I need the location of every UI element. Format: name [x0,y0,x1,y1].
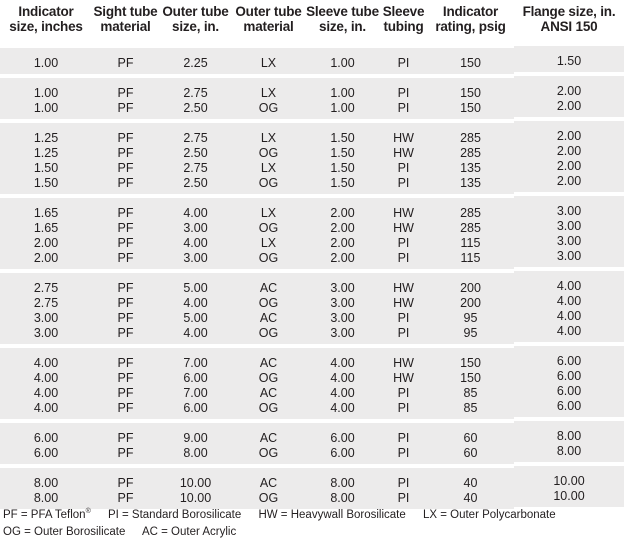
cell-flange-size: 2.00 [514,159,624,174]
cell-sight-tube-material: PF [92,423,159,446]
cell-outer-tube-size: 5.00 [159,311,232,326]
cell-flange-size: 6.00 [514,399,624,417]
cell-outer-tube-material: LX [232,198,305,221]
cell-sleeve-tube-size: 2.00 [305,236,380,251]
cell-sleeve-tube-size: 8.00 [305,491,380,509]
header-line: size, in. [319,19,366,34]
cell-flange-size: 2.00 [514,99,624,117]
cell-indicator-size: 2.00 [0,251,92,269]
header-line: Sleeve [382,4,425,19]
cell-indicator-size: 3.00 [0,311,92,326]
cell-outer-tube-size: 2.25 [159,48,232,74]
cell-outer-tube-material: OG [232,251,305,269]
cell-outer-tube-material: LX [232,236,305,251]
row-group [0,423,624,464]
cell-sight-tube-material: PF [92,236,159,251]
cell-indicator-size: 1.00 [0,48,92,74]
header-line: Flange size, in. [522,4,616,19]
cell-indicator-size: 6.00 [0,423,92,446]
table-row [0,251,624,269]
header-sleeve-tubing [380,0,427,48]
cell-sight-tube-material: PF [92,311,159,326]
cell-sleeve-tubing: PI [380,401,427,419]
cell-sleeve-tube-size: 1.00 [305,78,380,101]
cell-outer-tube-size: 4.00 [159,236,232,251]
cell-indicator-size: 1.25 [0,146,92,161]
legend [3,503,570,541]
legend-lx: LX = Outer Polycarbonate [422,508,556,521]
cell-outer-tube-size: 2.50 [159,101,232,119]
cell-sleeve-tube-size: 6.00 [305,423,380,446]
cell-sleeve-tube-size: 3.00 [305,326,380,344]
cell-flange-size: 6.00 [514,369,624,384]
header-row [0,0,624,48]
cell-indicator-rating: 200 [427,296,514,311]
cell-outer-tube-size: 2.75 [159,161,232,176]
cell-flange-size: 8.00 [514,444,624,462]
header-sleeve-tube-size [305,0,380,48]
row-group [0,48,624,74]
cell-sleeve-tubing: PI [380,311,427,326]
cell-sight-tube-material: PF [92,326,159,344]
row-group [0,198,624,269]
cell-outer-tube-size: 7.00 [159,348,232,371]
table-row [0,348,624,371]
cell-outer-tube-size: 2.50 [159,176,232,194]
cell-sleeve-tubing: PI [380,251,427,269]
cell-indicator-rating: 285 [427,221,514,236]
cell-outer-tube-size: 2.50 [159,146,232,161]
cell-indicator-rating: 40 [427,491,514,509]
cell-sleeve-tube-size: 2.00 [305,251,380,269]
cell-sleeve-tubing: HW [380,273,427,296]
row-group [0,348,624,419]
cell-sight-tube-material: PF [92,386,159,401]
cell-sleeve-tubing: PI [380,78,427,101]
cell-flange-size: 2.00 [514,76,624,99]
cell-sight-tube-material: PF [92,146,159,161]
cell-outer-tube-material: AC [232,386,305,401]
header-line: Sleeve tube [306,4,379,19]
cell-indicator-rating: 150 [427,371,514,386]
cell-sleeve-tubing: HW [380,198,427,221]
cell-outer-tube-material: AC [232,468,305,491]
table-header [0,0,624,48]
cell-outer-tube-size: 10.00 [159,491,232,509]
cell-sleeve-tubing: PI [380,101,427,119]
header-line: size, inches [9,19,83,34]
header-line: size, in. [172,19,219,34]
table-row [0,48,624,74]
cell-sleeve-tubing: PI [380,491,427,509]
header-line: material [243,19,294,34]
table-row [0,176,624,194]
cell-sight-tube-material: PF [92,161,159,176]
cell-indicator-size: 8.00 [0,491,92,509]
cell-sleeve-tube-size: 6.00 [305,446,380,464]
cell-flange-size: 2.00 [514,144,624,159]
cell-indicator-size: 3.00 [0,326,92,344]
cell-outer-tube-size: 2.75 [159,78,232,101]
cell-sight-tube-material: PF [92,296,159,311]
header-indicator-size [0,0,92,48]
cell-outer-tube-material: OG [232,296,305,311]
cell-indicator-rating: 285 [427,146,514,161]
header-line: material [100,19,151,34]
cell-indicator-size: 6.00 [0,446,92,464]
table-row [0,401,624,419]
cell-indicator-rating: 95 [427,326,514,344]
cell-outer-tube-size: 5.00 [159,273,232,296]
table-row [0,468,624,491]
cell-flange-size: 3.00 [514,234,624,249]
cell-outer-tube-material: LX [232,48,305,74]
header-sight-tube-material [92,0,159,48]
cell-sight-tube-material: PF [92,251,159,269]
cell-sleeve-tube-size: 1.00 [305,101,380,119]
header-line: ANSI 150 [540,19,598,34]
cell-sleeve-tubing: HW [380,296,427,311]
cell-sight-tube-material: PF [92,221,159,236]
header-line: Sight tube [93,4,158,19]
cell-indicator-rating: 150 [427,101,514,119]
cell-outer-tube-material: OG [232,446,305,464]
cell-indicator-size: 1.65 [0,198,92,221]
cell-flange-size: 3.00 [514,249,624,267]
cell-indicator-size: 2.75 [0,296,92,311]
cell-flange-size: 10.00 [514,466,624,489]
row-group [0,78,624,119]
cell-sleeve-tubing: PI [380,326,427,344]
legend-pf: PF = PFA Teflon® [3,508,91,521]
cell-sight-tube-material: PF [92,198,159,221]
cell-sight-tube-material: PF [92,468,159,491]
cell-outer-tube-size: 3.00 [159,221,232,236]
cell-indicator-size: 8.00 [0,468,92,491]
cell-indicator-rating: 85 [427,401,514,419]
cell-indicator-size: 1.25 [0,123,92,146]
cell-sleeve-tube-size: 3.00 [305,311,380,326]
cell-sleeve-tube-size: 8.00 [305,468,380,491]
cell-outer-tube-size: 6.00 [159,401,232,419]
legend-line-1 [3,503,570,524]
cell-indicator-rating: 200 [427,273,514,296]
cell-outer-tube-size: 4.00 [159,326,232,344]
cell-indicator-size: 2.00 [0,236,92,251]
cell-indicator-size: 4.00 [0,371,92,386]
cell-sleeve-tubing: HW [380,146,427,161]
legend-line-2 [3,524,570,541]
cell-outer-tube-size: 4.00 [159,296,232,311]
cell-indicator-rating: 150 [427,348,514,371]
cell-flange-size: 4.00 [514,294,624,309]
cell-flange-size: 2.00 [514,121,624,144]
cell-indicator-rating: 115 [427,251,514,269]
cell-sleeve-tubing: PI [380,386,427,401]
cell-indicator-rating: 285 [427,198,514,221]
cell-sleeve-tubing: PI [380,161,427,176]
legend-ac: AC = Outer Acrylic [141,525,237,538]
cell-outer-tube-material: AC [232,348,305,371]
cell-sleeve-tube-size: 2.00 [305,221,380,236]
cell-sleeve-tube-size: 3.00 [305,273,380,296]
cell-indicator-size: 1.65 [0,221,92,236]
cell-indicator-size: 2.75 [0,273,92,296]
cell-outer-tube-size: 6.00 [159,371,232,386]
cell-outer-tube-size: 7.00 [159,386,232,401]
cell-indicator-size: 4.00 [0,401,92,419]
cell-indicator-rating: 135 [427,161,514,176]
legend-hw: HW = Heavywall Borosilicate [258,508,406,521]
cell-flange-size: 3.00 [514,196,624,219]
header-outer-tube-material [232,0,305,48]
cell-sleeve-tubing: PI [380,48,427,74]
cell-indicator-size: 1.00 [0,101,92,119]
cell-indicator-rating: 150 [427,48,514,74]
cell-indicator-size: 4.00 [0,386,92,401]
cell-outer-tube-material: OG [232,326,305,344]
row-group [0,123,624,194]
cell-outer-tube-material: AC [232,273,305,296]
cell-flange-size: 4.00 [514,271,624,294]
cell-flange-size: 8.00 [514,421,624,444]
header-line: Indicator [442,4,499,19]
cell-outer-tube-material: AC [232,423,305,446]
cell-sleeve-tube-size: 4.00 [305,386,380,401]
cell-outer-tube-material: LX [232,78,305,101]
cell-sleeve-tube-size: 2.00 [305,198,380,221]
cell-outer-tube-size: 9.00 [159,423,232,446]
cell-sleeve-tubing: PI [380,176,427,194]
cell-flange-size: 10.00 [514,489,624,507]
cell-sight-tube-material: PF [92,48,159,74]
cell-flange-size: 6.00 [514,346,624,369]
cell-indicator-rating: 150 [427,78,514,101]
legend-pi: PI = Standard Borosilicate [107,508,242,521]
header-line: Indicator [18,4,74,19]
table-row [0,198,624,221]
cell-sleeve-tubing: HW [380,348,427,371]
cell-sleeve-tubing: PI [380,423,427,446]
cell-sight-tube-material: PF [92,101,159,119]
table-row [0,123,624,146]
cell-sleeve-tubing: HW [380,221,427,236]
table-row [0,101,624,119]
table-row [0,326,624,344]
cell-indicator-rating: 60 [427,446,514,464]
cell-sleeve-tube-size: 1.50 [305,161,380,176]
cell-sleeve-tubing: HW [380,123,427,146]
cell-indicator-rating: 60 [427,423,514,446]
cell-flange-size: 3.00 [514,219,624,234]
cell-sight-tube-material: PF [92,491,159,509]
header-line: Outer tube [162,4,229,19]
cell-sight-tube-material: PF [92,123,159,146]
cell-flange-size: 4.00 [514,324,624,342]
cell-outer-tube-material: OG [232,491,305,509]
cell-sight-tube-material: PF [92,176,159,194]
cell-indicator-rating: 135 [427,176,514,194]
cell-outer-tube-material: OG [232,176,305,194]
cell-outer-tube-material: OG [232,371,305,386]
cell-sleeve-tubing: PI [380,468,427,491]
cell-outer-tube-material: LX [232,161,305,176]
header-flange-size [514,0,624,48]
cell-sleeve-tube-size: 4.00 [305,371,380,386]
cell-sight-tube-material: PF [92,446,159,464]
header-line: tubing [383,19,424,34]
cell-outer-tube-material: OG [232,221,305,236]
cell-sleeve-tube-size: 4.00 [305,348,380,371]
table-row [0,273,624,296]
cell-sleeve-tube-size: 1.00 [305,48,380,74]
cell-outer-tube-material: OG [232,146,305,161]
cell-indicator-rating: 95 [427,311,514,326]
cell-indicator-rating: 40 [427,468,514,491]
header-line: rating, psig [435,19,506,34]
table-row [0,446,624,464]
cell-sight-tube-material: PF [92,371,159,386]
row-group [0,273,624,344]
cell-outer-tube-size: 4.00 [159,198,232,221]
cell-sleeve-tube-size: 3.00 [305,296,380,311]
cell-indicator-size: 1.00 [0,78,92,101]
cell-indicator-rating: 115 [427,236,514,251]
cell-indicator-rating: 85 [427,386,514,401]
cell-sight-tube-material: PF [92,273,159,296]
cell-sight-tube-material: PF [92,401,159,419]
cell-sleeve-tubing: PI [380,236,427,251]
cell-flange-size: 2.00 [514,174,624,192]
cell-sight-tube-material: PF [92,78,159,101]
table-row [0,78,624,101]
cell-sleeve-tube-size: 4.00 [305,401,380,419]
cell-indicator-size: 1.50 [0,176,92,194]
cell-indicator-size: 1.50 [0,161,92,176]
cell-outer-tube-material: LX [232,123,305,146]
cell-indicator-rating: 285 [427,123,514,146]
cell-sleeve-tube-size: 1.50 [305,123,380,146]
table-row [0,423,624,446]
cell-outer-tube-material: OG [232,401,305,419]
header-line: Outer tube [235,4,302,19]
cell-sleeve-tube-size: 1.50 [305,146,380,161]
cell-outer-tube-size: 2.75 [159,123,232,146]
legend-og: OG = Outer Borosilicate [3,525,126,538]
cell-indicator-size: 4.00 [0,348,92,371]
cell-flange-size: 6.00 [514,384,624,399]
cell-sleeve-tubing: HW [380,371,427,386]
cell-outer-tube-size: 3.00 [159,251,232,269]
header-outer-tube-size [159,0,232,48]
cell-flange-size: 1.50 [514,46,624,72]
cell-flange-size: 4.00 [514,309,624,324]
cell-sleeve-tubing: PI [380,446,427,464]
cell-sleeve-tube-size: 1.50 [305,176,380,194]
cell-outer-tube-material: OG [232,101,305,119]
cell-sight-tube-material: PF [92,348,159,371]
cell-outer-tube-material: AC [232,311,305,326]
header-indicator-rating [427,0,514,48]
cell-outer-tube-size: 8.00 [159,446,232,464]
cell-outer-tube-size: 10.00 [159,468,232,491]
